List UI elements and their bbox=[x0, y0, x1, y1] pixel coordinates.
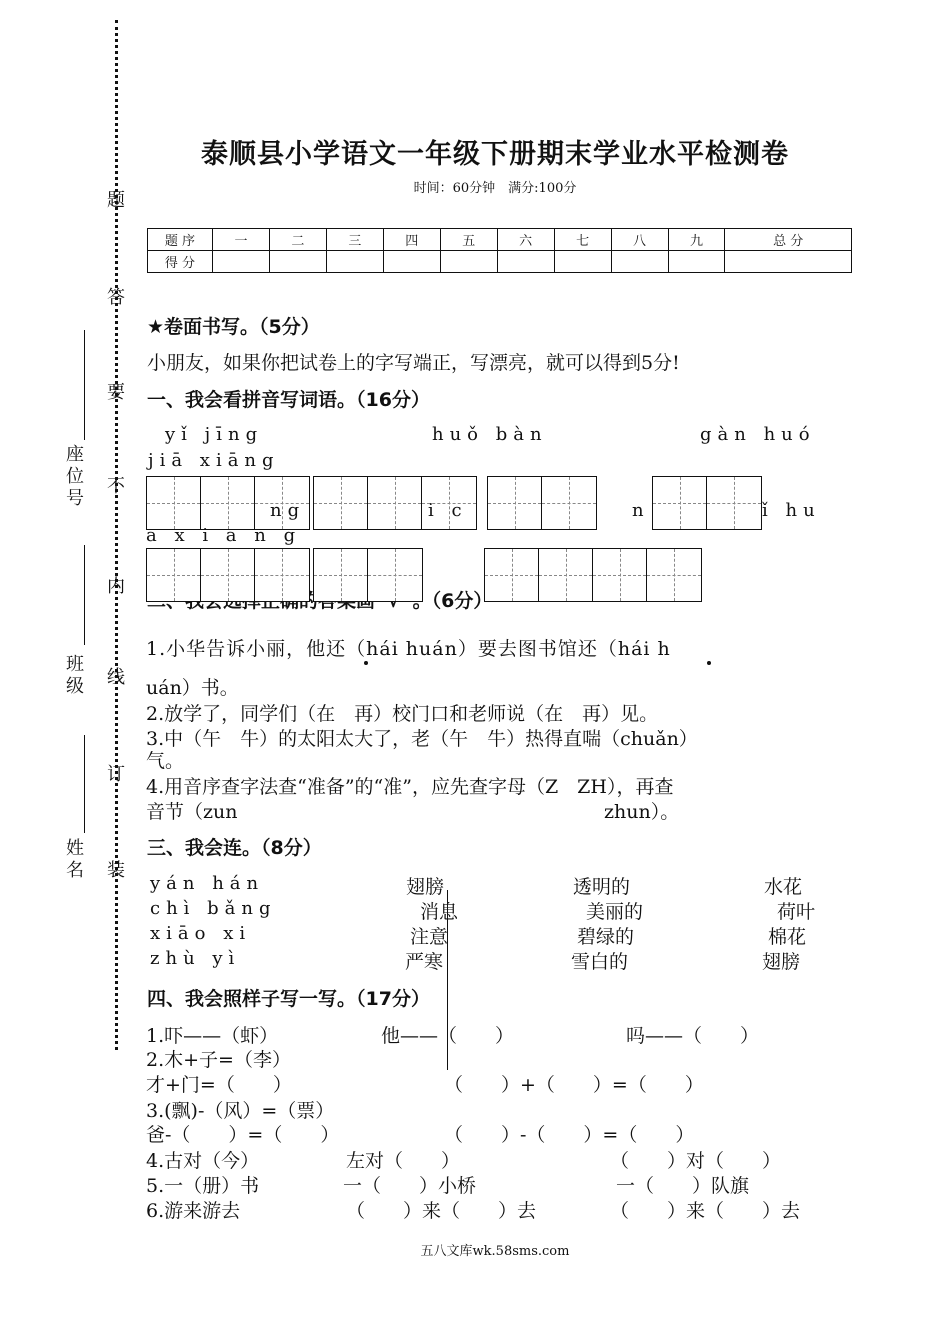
grid-cell[interactable] bbox=[542, 477, 596, 529]
match-pinyin-3: xiāo xi bbox=[150, 923, 252, 944]
score-cell[interactable] bbox=[326, 251, 383, 273]
s4-row7-c[interactable]: 一（ ）队旗 bbox=[616, 1175, 750, 1197]
score-header-cell: 六 bbox=[497, 229, 554, 251]
s4-row6-b[interactable]: 左对（ ） bbox=[346, 1150, 461, 1172]
binding-char-zhuang: 装 bbox=[107, 860, 125, 881]
binding-char-ding: 订 bbox=[107, 764, 125, 785]
grid-cell[interactable] bbox=[539, 549, 593, 601]
pinyin-jiaxiang: jiā xiāng bbox=[148, 450, 280, 471]
grid-cell[interactable] bbox=[647, 549, 701, 601]
writing-grid-5[interactable] bbox=[146, 548, 310, 602]
s4-row4: 3.(飘)-（风）=（票） bbox=[146, 1100, 335, 1122]
match-word-2[interactable]: 消息 bbox=[420, 901, 459, 923]
match-adj-3[interactable]: 碧绿的 bbox=[577, 926, 635, 948]
s4-row1-b[interactable]: 他——（ ） bbox=[381, 1025, 515, 1047]
match-adj-4[interactable]: 雪白的 bbox=[571, 951, 629, 973]
grid-cell[interactable] bbox=[201, 549, 255, 601]
score-cell[interactable] bbox=[611, 251, 668, 273]
choice-item-4-cont: 音节（zun bbox=[146, 801, 238, 823]
s4-row1-c[interactable]: 吗——（ ） bbox=[626, 1025, 760, 1047]
choice-item-2: 2.放学了，同学们（在 再）校门口和老师说（在 再）见。 bbox=[146, 703, 659, 725]
grid-cell[interactable] bbox=[314, 477, 368, 529]
match-noun-1[interactable]: 水花 bbox=[764, 876, 803, 898]
grid-cell[interactable] bbox=[255, 549, 309, 601]
pinyin-ganhuo: gàn huó bbox=[700, 424, 816, 445]
score-header-cell: 总 分 bbox=[725, 229, 852, 251]
name-label: 姓名 bbox=[66, 838, 84, 881]
match-word-1[interactable]: 翅膀 bbox=[406, 876, 445, 898]
grid-cell[interactable] bbox=[147, 477, 201, 529]
s4-row8-c[interactable]: （ ）来（ ）去 bbox=[610, 1200, 801, 1222]
score-table bbox=[147, 228, 852, 273]
choice-item-3: 3.中（午 牛）的太阳太大了，老（午 牛）热得直喘（chuǎn） bbox=[146, 728, 698, 750]
choice-item-1-cont: uán）书。 bbox=[146, 677, 239, 699]
writing-grid-7[interactable] bbox=[484, 548, 702, 602]
score-cell[interactable] bbox=[497, 251, 554, 273]
s4-row3-b[interactable]: （ ）+（ ）=（ ） bbox=[444, 1074, 704, 1096]
binding-char-xian: 线 bbox=[107, 667, 125, 688]
match-pinyin-1: yán hán bbox=[150, 873, 265, 894]
choice-item-1: 1.小华告诉小丽，他还（hái huán）要去图书馆还（hái h bbox=[146, 638, 671, 660]
grid-cell[interactable] bbox=[368, 477, 422, 529]
s4-row2: 2.木+子=（李） bbox=[146, 1049, 291, 1071]
s4-row7-a: 5.一（册）书 bbox=[146, 1175, 260, 1197]
score-header-cell: 二 bbox=[269, 229, 326, 251]
match-noun-2[interactable]: 荷叶 bbox=[777, 901, 816, 923]
page-subtitle: 时间：60分钟 满分:100分 bbox=[413, 181, 577, 196]
score-table-header-row bbox=[148, 229, 852, 251]
score-header-cell: 四 bbox=[383, 229, 440, 251]
score-cell[interactable] bbox=[383, 251, 440, 273]
pinyin-partial-5: a x i a n g bbox=[146, 525, 302, 546]
pinyin-huoban: huǒ bàn bbox=[432, 424, 548, 445]
score-header-cell: 五 bbox=[440, 229, 497, 251]
pinyin-partial-2: i c bbox=[428, 500, 468, 521]
pinyin-partial-4: ǐ hu bbox=[762, 500, 821, 521]
score-header-cell: 题 序 bbox=[148, 229, 213, 251]
grid-cell[interactable] bbox=[488, 477, 542, 529]
match-adj-1[interactable]: 透明的 bbox=[573, 876, 631, 898]
match-noun-4[interactable]: 翅膀 bbox=[762, 951, 801, 973]
score-cell[interactable] bbox=[668, 251, 725, 273]
handwriting-heading: ★卷面书写。（5分） bbox=[147, 316, 320, 338]
grid-cell[interactable] bbox=[653, 477, 707, 529]
s4-row3-a[interactable]: 才+门=（ ） bbox=[146, 1074, 292, 1096]
s4-row5-a[interactable]: 爸-（ ）=（ ） bbox=[146, 1124, 340, 1146]
footer-watermark: 五八文库wk.58sms.com bbox=[420, 1244, 570, 1259]
class-label: 班级 bbox=[66, 654, 84, 697]
section4-heading: 四、我会照样子写一写。（17分） bbox=[147, 988, 430, 1010]
score-table-score-row bbox=[148, 251, 852, 273]
score-header-cell: 八 bbox=[611, 229, 668, 251]
score-cell[interactable] bbox=[554, 251, 611, 273]
score-header-cell: 三 bbox=[326, 229, 383, 251]
name-underline bbox=[84, 735, 85, 833]
s4-row6-c[interactable]: （ ）对（ ） bbox=[610, 1150, 782, 1172]
section3-heading: 三、我会连。（8分） bbox=[147, 837, 322, 859]
choice-item-4: 4.用音序查字法查“准备”的“准”，应先查字母（Z ZH），再查 bbox=[146, 776, 674, 798]
binding-char-yao: 要 bbox=[107, 382, 125, 403]
score-header-cell: 一 bbox=[213, 229, 270, 251]
seat-number-label: 座位号 bbox=[66, 444, 84, 509]
choice-item-3-cont: 气。 bbox=[146, 750, 185, 772]
pinyin-partial-1: ng bbox=[270, 500, 306, 521]
match-pinyin-2: chì bǎng bbox=[150, 898, 277, 919]
grid-cell[interactable] bbox=[485, 549, 539, 601]
seat-underline bbox=[84, 330, 85, 440]
s4-row7-b[interactable]: 一（ ）小桥 bbox=[343, 1175, 477, 1197]
s4-row8-b[interactable]: （ ）来（ ）去 bbox=[346, 1200, 537, 1222]
choice-item-4-end: zhun）。 bbox=[604, 801, 680, 823]
binding-dotted-line bbox=[115, 20, 118, 1050]
emphasis-dot bbox=[364, 661, 368, 665]
grid-cell[interactable] bbox=[368, 549, 422, 601]
s4-row5-b[interactable]: （ ）-（ ）=（ ） bbox=[444, 1124, 695, 1146]
score-cell[interactable] bbox=[440, 251, 497, 273]
binding-char-da: 答 bbox=[107, 287, 125, 308]
s4-row1-a: 1.吓——（虾） bbox=[146, 1025, 279, 1047]
score-cell[interactable] bbox=[213, 251, 270, 273]
binding-char-ti: 题 bbox=[107, 190, 125, 211]
match-pinyin-4: zhù yì bbox=[150, 948, 241, 969]
handwriting-text: 小朋友，如果你把试卷上的字写端正，写漂亮，就可以得到5分! bbox=[147, 352, 680, 374]
score-header-cell: 七 bbox=[554, 229, 611, 251]
pinyin-partial-3: n bbox=[632, 500, 650, 521]
page-title: 泰顺县小学语文一年级下册期末学业水平检测卷 bbox=[201, 139, 789, 170]
grid-cell[interactable] bbox=[314, 549, 368, 601]
emphasis-dot bbox=[707, 661, 711, 665]
binding-char-bu: 不 bbox=[107, 476, 125, 497]
match-noun-3[interactable]: 棉花 bbox=[768, 926, 807, 948]
grid-cell[interactable] bbox=[593, 549, 647, 601]
match-adj-2[interactable]: 美丽的 bbox=[586, 901, 644, 923]
match-word-4[interactable]: 严寒 bbox=[405, 951, 444, 973]
score-header-cell: 九 bbox=[668, 229, 725, 251]
writing-grid-4[interactable] bbox=[652, 476, 762, 530]
pinyin-yijing: yǐ jīng bbox=[165, 424, 264, 445]
class-underline bbox=[84, 545, 85, 645]
grid-cell[interactable] bbox=[201, 477, 255, 529]
grid-cell[interactable] bbox=[707, 477, 761, 529]
grid-cell[interactable] bbox=[147, 549, 201, 601]
s4-row8-a: 6.游来游去 bbox=[146, 1200, 241, 1222]
writing-grid-3[interactable] bbox=[487, 476, 597, 530]
match-word-3[interactable]: 注意 bbox=[410, 926, 449, 948]
s4-row6-a: 4.古对（今） bbox=[146, 1150, 260, 1172]
section1-heading: 一、我会看拼音写词语。（16分） bbox=[147, 389, 430, 411]
score-row-label: 得 分 bbox=[148, 251, 213, 273]
binding-char-nei: 内 bbox=[107, 576, 125, 597]
score-cell[interactable] bbox=[269, 251, 326, 273]
writing-grid-6[interactable] bbox=[313, 548, 423, 602]
score-cell[interactable] bbox=[725, 251, 852, 273]
